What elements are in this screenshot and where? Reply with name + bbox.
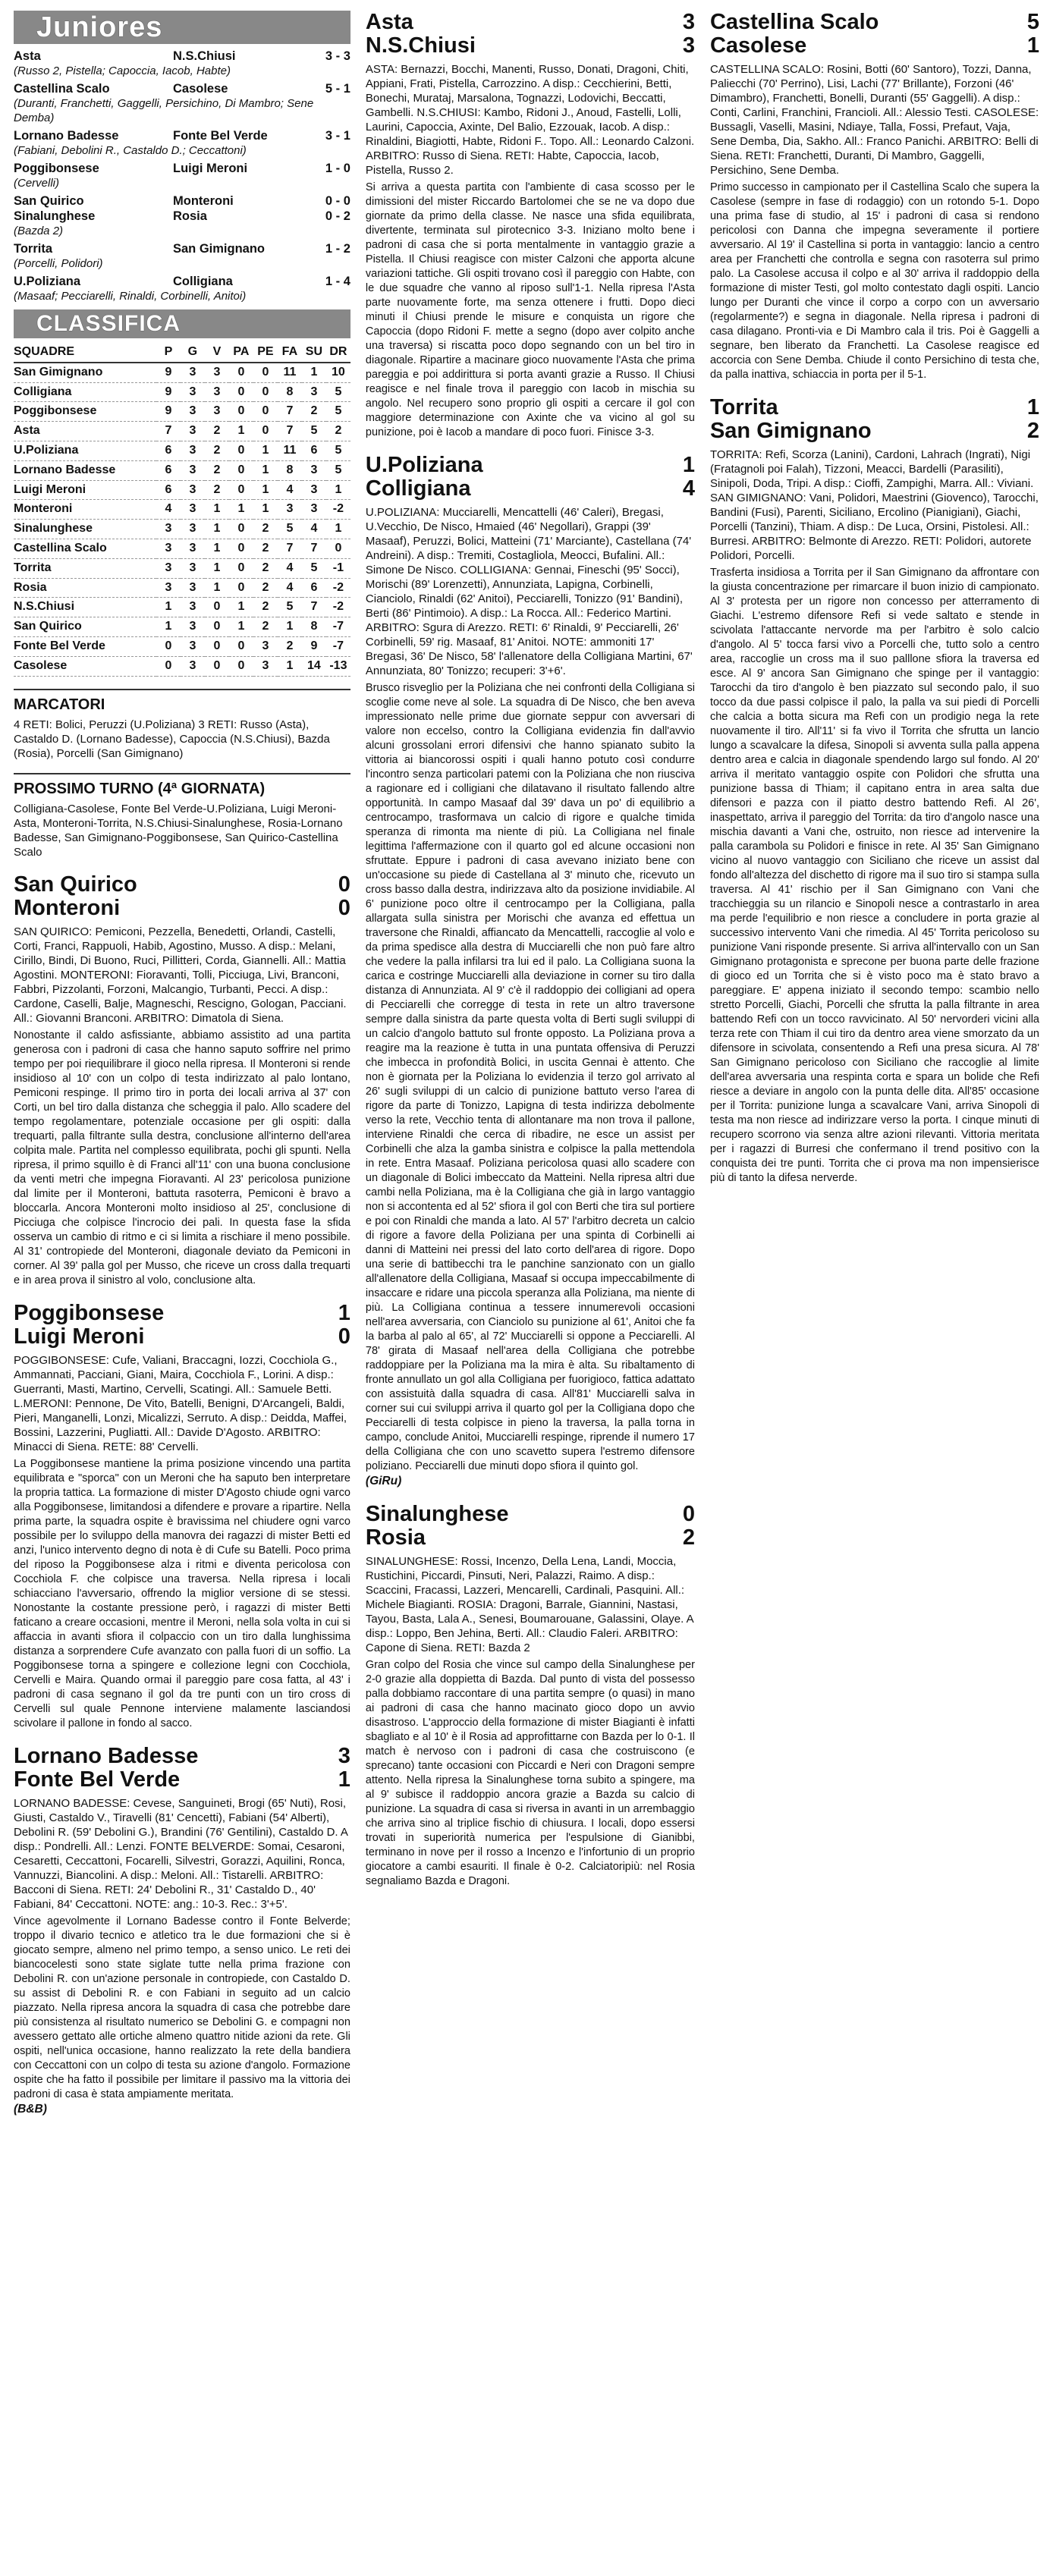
standings-cell: 0 bbox=[156, 636, 181, 656]
lineups: SINALUNGHESE: Rossi, Incenzo, Della Lena, Landi, Moccia, Rustichini, Piccardi, Pinsuti, Neri, Palazzi, Raimo. A disp.: Scaccini, Fracassi, Lazzeri, Mencarelli, Cardinali, Pasquini. All.: Michele Biagianti. ROSIA: Dragoni, Barrale, Giannini, Nastasi, Tayou, Basta, Lala A., Senesi, Boumarouane, Galassini, Olaye. A disp.: Loppo, Ben Jehina, Berti. All.: Claudio Faleri. ARBITRO: Capone di Siena. RETI: Bazda 2 bbox=[365, 1555, 693, 1655]
standings-cell: 3 bbox=[181, 441, 205, 460]
home-team: Torrita bbox=[709, 395, 778, 419]
standings-cell: Lornano Badesse bbox=[14, 460, 156, 480]
standings-row bbox=[14, 422, 350, 441]
standings-cell: 2 bbox=[205, 422, 229, 441]
standings-cell: 4 bbox=[278, 578, 302, 598]
standings-cell: 3 bbox=[302, 382, 326, 402]
article-poliziana bbox=[366, 454, 695, 1489]
standings-cell: 4 bbox=[278, 558, 302, 578]
standings-cell: 4 bbox=[278, 480, 302, 500]
standings-cell: 1 bbox=[205, 578, 229, 598]
standings-col-header: P bbox=[156, 343, 181, 363]
standings-cell: 2 bbox=[326, 422, 350, 441]
standings-cell: 6 bbox=[156, 480, 181, 500]
standings-cell: Monteroni bbox=[14, 500, 156, 520]
standings-cell: 5 bbox=[326, 402, 350, 422]
standings-cell: Sinalunghese bbox=[14, 520, 156, 539]
standings-row bbox=[14, 656, 350, 676]
standings-cell: 0 bbox=[253, 402, 278, 422]
standings-cell: 0 bbox=[229, 382, 253, 402]
standings-cell: 3 bbox=[302, 480, 326, 500]
match-title-home bbox=[14, 1302, 350, 1325]
result-away: Fonte Bel Verde bbox=[173, 129, 268, 143]
standings-cell: 2 bbox=[253, 539, 278, 558]
match-title-home bbox=[710, 11, 1039, 34]
standings-row bbox=[14, 636, 350, 656]
result-home: Poggibonsese bbox=[14, 162, 99, 175]
article-signature: (B&B) bbox=[14, 2102, 47, 2116]
standings-cell: 3 bbox=[181, 617, 205, 637]
standings-cell: 1 bbox=[229, 598, 253, 617]
standings-cell: 3 bbox=[181, 382, 205, 402]
standings-cell: 5 bbox=[326, 382, 350, 402]
home-team: Castellina Scalo bbox=[709, 11, 879, 34]
result-scorers: (Fabiani, Debolini R., Castaldo D.; Ceccattoni) bbox=[14, 144, 247, 157]
standings-table bbox=[14, 343, 350, 677]
result-row bbox=[14, 241, 350, 256]
standings-cell: 2 bbox=[253, 617, 278, 637]
standings-cell: 1 bbox=[205, 520, 229, 539]
standings-row bbox=[14, 441, 350, 460]
standings-cell: 0 bbox=[253, 382, 278, 402]
match-title-away bbox=[14, 897, 350, 920]
standings-cell: 6 bbox=[302, 441, 326, 460]
standings-col-header: V bbox=[205, 343, 229, 363]
article-signature: (GiRu) bbox=[365, 1475, 402, 1487]
article-torrita bbox=[710, 396, 1039, 1186]
standings-cell: Asta bbox=[14, 422, 156, 441]
home-team: Poggibonsese bbox=[14, 1300, 165, 1325]
standings-cell: 3 bbox=[156, 539, 181, 558]
home-score: 5 bbox=[1026, 11, 1039, 34]
result-away: Luigi Meroni bbox=[173, 162, 248, 175]
article-body: Trasferta insidiosa a Torrita per il San Gimignano da affrontare con la giusta concentrazione per rimarcare il buon inizio di campionato. Al 3' protesta per un rigore non concesso per atterramento di Giachi. L'estremo difensore Refi si vede saltato e stende in scivolata l'attaccante nervorde ma per l'arbitro è solo calcio d'angolo. Al 5' tocca farsi vivo a Porcelli che, tutto solo a centro area, raccoglie un cross ma il suo palllone sfiora la traversa ed esce. Al 9' ancora San Gimignano che spinge per il vantaggio: Tarocchi da tiro d'angolo è ben piazzato sul secondo palo, il suo tocco da due passi colpisce il palo, la palla va sui piedi di Porcelli che calcia a botta sicura ma Refi con un prodigio nega la rete nuovamente il tiro. All'11' si fa vivo il Torrita che sfrutta un lancio lungo a scavalcare la difesa, Sinopoli si avventa sulla palla appena dentro area e calcia in diagonale spendendo largo sul fondo. Al 20' arriva il meritato vantaggio ospite con Polidori che sfrutta una punizione bassa di Thiam; il capitano entra in area salta due difensori e pazza con il piatto destro battendo Refi. Al 26', inaspettato, arriva il pareggio del Torrita: da tiro d'angolo nasce una mischia davanti a Vani che, ostruito, non riesce ad intervenire la palla carambola su Polidori e finisce in rete. Al 35' San Gimignano vicino al nuovo vantaggio con Siciliano che riceve un assist dal fondo all'altezza del dischetto di rigore ma il suo tiro si stampa sulla traversa. Al 41' rischio per il San Gimignano con Vani che tracchieggia su un rilancio e Sinopoli nesce a contrastarlo in area ma perde l'equilibrio e non riesce a concludere in porta grazie al successivo intervento Vani che rimedia. Al 45' Torrita pericoloso su punizione Vani risponde presente. Si arriva all'intervallo con un San Gimignano protagonista e sprecone per buona parte delle frazione di gioco ed un Torrita che si è visto poco ma è stato bravo a pareggiare. E' appena iniziato il secondo tempo: scambio nello stretto Porcelli, Giachi, Porcelli che sfrutta la palla filtrante in area battendo Refi con un tocco ravvicinato. Al 50' nervorderi vicini alla terza rete con Thiam il cui tiro da dentro area viene smorzato da un difensore in scivolata, consentendo a Refi una presa sicura. Al 78' San Gimignano pericoloso con Siciliano che raccoglie al limite dell'area avversaria una respinta corta e spara un bolide che Refi riesce a deviare in angolo con la punta delle dita. All'85' occasione per il Torrita: punizione lunga a scavalcare Vani, arriva Sinopoli di testa ma non riesce ad indirizzare verso la porta. I cinque minuti di recupero scorrono via senza altre azioni rilevanti. Vittoria meritata per i ragazzi di Burresi che confermano il trend positivo con la conquista dei tre punti. Torrita che ci prova ma non impensierisce più di tanto la difesa nerverde. bbox=[709, 567, 1039, 1184]
standings-cell: 3 bbox=[181, 636, 205, 656]
standings-cell: 6 bbox=[156, 460, 181, 480]
standings-cell: 3 bbox=[156, 558, 181, 578]
standings-cell: 11 bbox=[278, 363, 302, 382]
lineups: ASTA: Bernazzi, Bocchi, Manenti, Russo, Donati, Dragoni, Chiti, Appiani, Frati, Pistella, Carrozzino. A disp.: Cecchierini, Betti, Bonechi, Murataj, Marsalona, Tognazzi, Lodovichi, Beccatti, Gambelli. N.S.CHIUSI: Kambo, Ridoni J., Anoud, Fastelli, Lolli, Laurini, Capoccia, Axinte, Del Balio, Ezzouak, Iacob. A disp.: Rinaldini, Biagiotti, Habte, Ridoni F.. Topo. All.: Leonardo Calzoni. ARBITRO: Russo di Siena. RETI: Habte, Capoccia, Iacob, Pistella, Russo 2. bbox=[365, 63, 695, 177]
standings-cell: 1 bbox=[205, 558, 229, 578]
standings-cell: Colligiana bbox=[14, 382, 156, 402]
standings-cell: 2 bbox=[278, 636, 302, 656]
standings-cell: 9 bbox=[302, 636, 326, 656]
standings-cell: 2 bbox=[253, 578, 278, 598]
standings-cell: 5 bbox=[278, 598, 302, 617]
standings-row bbox=[14, 520, 350, 539]
standings-cell: 9 bbox=[156, 402, 181, 422]
standings-cell: 3 bbox=[302, 500, 326, 520]
standings-row bbox=[14, 598, 350, 617]
article-poggibonsese bbox=[14, 1302, 350, 1731]
article-sinalunghese bbox=[366, 1503, 695, 1889]
standings-col-header: PA bbox=[229, 343, 253, 363]
match-title-home bbox=[710, 396, 1039, 419]
standings-cell: Fonte Bel Verde bbox=[14, 636, 156, 656]
away-score: 3 bbox=[682, 33, 695, 58]
result-home: Castellina Scalo bbox=[14, 82, 110, 96]
standings-cell: 2 bbox=[302, 402, 326, 422]
standings-cell: 3 bbox=[181, 460, 205, 480]
result-row bbox=[14, 128, 350, 143]
result-scorers: (Cervelli) bbox=[14, 177, 59, 190]
standings-cell: 1 bbox=[278, 656, 302, 676]
article-body: Nonostante il caldo asfissiante, abbiamo assistito ad una partita generosa con i padroni di casa che hanno saputo soffrire nel primo tempo per poi riequilibrare il gioco nella ripresa. Il Monteroni si rende insidioso al 10' con un colpo di testa indirizzato al palo lontano, Pemiconi respinge. Il primo tiro in porta dei locali arriva al 37' con Corti, un bel tiro dalla distanza che scheggia il palo. Allo scadere del tempo regolamentare, potenziale occasione per gli ospiti: dalla trequarti, palla filtrante sulla destra, conclusione all'interno dell'area colpita male. Partita nel complesso equilibrata, pochi gli spunti. Nella ripresa, il primo squillo è di Franci all'11' con una buona conclusione da venti metri che impegna Fioravanti. Al 23' pericolosa punizione dal limite per il Monteroni, battuta rasoterra, Pemiconi è bravo a bloccarla. Ancora Monteroni molto insidioso al 25', conclusione di Picciuga che colpisce l'incrocio dei pali. In questa fase la sfida osserva un cambio di ritmo e ci si limita a rischiare il meno possibile. Al 31' contropiede del Monteroni, diagonale deviato da Pemiconi in corner. Al 39' palla gol per Musso, che riceve un cross dalla trequarti e in area prova il sinistro al volo, conclusione alta. bbox=[14, 1029, 350, 1286]
result-score: 5 - 1 bbox=[325, 82, 350, 96]
standings-cell: 1 bbox=[253, 441, 278, 460]
result-home: Asta bbox=[14, 49, 41, 63]
standings-cell: San Gimignano bbox=[14, 363, 156, 382]
standings-cell: 0 bbox=[229, 460, 253, 480]
match-title-away bbox=[366, 1526, 695, 1550]
standings-cell: 0 bbox=[229, 558, 253, 578]
article-castellina bbox=[710, 11, 1039, 382]
standings-cell: 5 bbox=[302, 422, 326, 441]
standings-cell: 1 bbox=[229, 500, 253, 520]
standings-cell: 3 bbox=[156, 520, 181, 539]
standings-cell: 5 bbox=[302, 558, 326, 578]
standings-cell: 7 bbox=[278, 539, 302, 558]
lineups: SAN QUIRICO: Pemiconi, Pezzella, Benedetti, Orlandi, Castelli, Corti, Franci, Rappuoli, Habib, Agostino, Musso. A disp.: Melani, Cirillo, Bindi, Di Buono, Ruci, Pillitteri, Corda, Giannelli. All.: Mattia Agostini. MONTERONI: Fioravanti, Tolli, Picciuga, Livi, Branconi, Fabbri, Pizzolanti, Forzoni, Malcangio, Turbanti, Pecci. A disp.: Cardone, Caselli, Balje, Magneschi, Rescigno, Gologan, Pacciani. All.: Giovanni Branconi. ARBITRO: Dimatola di Siena. bbox=[14, 925, 347, 1025]
standings-cell: 0 bbox=[253, 422, 278, 441]
standings-cell: 9 bbox=[156, 363, 181, 382]
result-scorers: (Masaaf; Pecciarelli, Rinaldi, Corbinelli, Anitoi) bbox=[14, 290, 247, 303]
juniores-header: Juniores bbox=[14, 11, 350, 44]
standings-cell: 3 bbox=[278, 500, 302, 520]
standings-cell: 0 bbox=[229, 363, 253, 382]
away-score: 1 bbox=[338, 1767, 350, 1792]
standings-cell: 2 bbox=[253, 558, 278, 578]
standings-cell: Castellina Scalo bbox=[14, 539, 156, 558]
results-list bbox=[14, 49, 350, 303]
standings-cell: 7 bbox=[278, 422, 302, 441]
result-away: San Gimignano bbox=[173, 242, 266, 256]
article-body: Vince agevolmente il Lornano Badesse contro il Fonte Belverde; troppo il divario tecnico e atletico tra le due formazioni che si è giocato sempre, almeno nel primo tempo, a senso unico. Le reti dei biancocelesti sono state siglate tutte nella prima frazione con Debolini R. con un'azione personale in contropiede, con Castaldo D. su assist di Debolini R. e con Fabiani in seguito ad un calcio piazzato. Nella ripresa ancora la squadra di casa che potrebbe dare più consistenza al risultato numerico se Debolini G. e compagni non avessero gettato alle ortiche almeno quattro nitide azioni da rete. Gli ospiti, nell'unica occasione, hanno realizzato la rete della bandiera con Ceccattoni con un colpo di testa su azione d'angolo. Formazione ospite che ha fatto il possibile per limitare il passivo ma la vittoria dei padroni di casa è stata ampiamente meritata. bbox=[14, 1915, 350, 2100]
away-team: Casolese bbox=[709, 33, 807, 58]
standings-col-header: SQUADRE bbox=[14, 343, 156, 363]
away-team: N.S.Chiusi bbox=[365, 33, 476, 58]
standings-cell: 1 bbox=[205, 539, 229, 558]
result-score: 1 - 4 bbox=[325, 275, 350, 288]
match-title-away bbox=[710, 34, 1039, 58]
article-sanquirico bbox=[14, 873, 350, 1288]
result-home: Sinalunghese bbox=[14, 209, 96, 223]
standings-cell: -1 bbox=[326, 558, 350, 578]
away-team: Monteroni bbox=[14, 895, 121, 920]
standings-cell: 3 bbox=[181, 480, 205, 500]
standings-cell: 1 bbox=[229, 617, 253, 637]
lineups: U.POLIZIANA: Mucciarelli, Mencattelli (46' Caleri), Bregasi, U.Vecchio, De Nisco, Hmaied (46' Negollari), Grappi (39' Masaaf), Peruzzi, Bolici, Matteini (71' Marciante), Castellana (74' Andreini). A disp.: Tremiti, Costagliola, Meocci, Bufalini. All.: Simone De Nisco. COLLIGIANA: Gennai, Fineschi (95' Socci), Morischi (89' Lorenzetti), Annunziata, Lapigna, Corbinelli, Cianciolo, Rinaldi (62' Anitoi), Pecciarelli, Tonizzo (91' Bandini), Berti (86' Pintimoio). A disp.: La Rocca. All.: Federico Martini. ARBITRO: Sgura di Arezzo. RETI: 6' Rinaldi, 9' Pecciarelli, 26' Corbinelli, 59' rig. Masaaf, 81' Anitoi. NOTE: ammoniti 17' Bregasi, 36' De Nisco, 58' l'allenatore della Colligiana Martini, 67' Annunziata, 80' Tonizzo; recuperi: 3'+6'. bbox=[365, 506, 693, 677]
result-home: Lornano Badesse bbox=[14, 129, 119, 143]
standings-cell: U.Poliziana bbox=[14, 441, 156, 460]
standings-cell: 3 bbox=[205, 363, 229, 382]
lineups: LORNANO BADESSE: Cevese, Sanguineti, Brogi (65' Nuti), Rosi, Giusti, Castaldo V., Tiravelli (81' Cencetti), Fabiani (54' Alberti), Debolini R. (59' Debolini G.), Brandini (76' Gentilini), Castaldo D. A disp.: Pondrelli. All.: Lenzi. FONTE BELVERDE: Somai, Cesaroni, Cesaretti, Ceccattoni, Focarelli, Silvestri, Gorazzi, Aquilini, Ronca, Vannuzzi, Biancolini. A disp.: Meloni. All.: Tistarelli. ARBITRO: Bacconi di Siena. RETI: 24' Debolini R., 31' Castaldo D., 40' Fabiani, 84' Ceccattoni. NOTE: ang.: 10-3. Rec.: 3'+5'. bbox=[14, 1796, 348, 1911]
result-away: Casolese bbox=[173, 82, 228, 96]
article-asta bbox=[366, 11, 695, 440]
article-body: Primo successo in campionato per il Castellina Scalo che supera la Casolese (sempre in fase di rodaggio) con un rotondo 5-1. Dopo una prima fase di studio, al 15' i padroni di casa si rendono pericolosi con Danna che impegna severamente il portiere avversario. Al 19' il Castellina si porta in vantaggio: lancio a centro area per Franchetti che controlla e segna con rasoterra sul primo palo. La Casolese accusa il colpo e al 30' arriva il raddoppio della formazione di mister Testi, gol molto contestato dagli ospiti. Lancio lungo per Duranti che vince il corpo a corpo con un avversario (regolarmente?) e segna in diagonale. Nella ripresa i padroni di casa dilagano. Pronti-via e Di Mambro cala il tris. Poi è Gaggelli a segnare, ben liberato da Franchetti. La Casolese reagisce ed accorcia con Sene Demba. Chiude il conto Persichino di testa che, da palla inattiva, schiaccia in porta per il 5-1. bbox=[709, 181, 1039, 381]
standings-cell: 6 bbox=[302, 578, 326, 598]
standings-cell: Rosia bbox=[14, 578, 156, 598]
standings-row bbox=[14, 460, 350, 480]
home-team: Sinalunghese bbox=[365, 1502, 509, 1527]
standings-cell: -2 bbox=[326, 598, 350, 617]
result-scorers: (Bazda 2) bbox=[14, 225, 64, 237]
standings-cell: -13 bbox=[326, 656, 350, 676]
away-score: 2 bbox=[1026, 419, 1039, 443]
standings-cell: 6 bbox=[156, 441, 181, 460]
standings-cell: 8 bbox=[302, 617, 326, 637]
home-score: 1 bbox=[338, 1300, 350, 1325]
standings-cell: 3 bbox=[181, 656, 205, 676]
match-title-away bbox=[366, 34, 695, 58]
standings-row bbox=[14, 382, 350, 402]
result-row bbox=[14, 274, 350, 289]
article-lornano bbox=[14, 1745, 350, 2117]
standings-cell: 7 bbox=[302, 539, 326, 558]
result-row bbox=[14, 209, 350, 224]
match-title-away bbox=[14, 1768, 350, 1792]
result-row bbox=[14, 161, 350, 176]
standings-cell: 4 bbox=[156, 500, 181, 520]
standings-cell: 7 bbox=[302, 598, 326, 617]
classifica-header: CLASSIFICA bbox=[14, 309, 350, 338]
marcatori-text: 4 RETI: Bolici, Peruzzi (U.Poliziana) 3 RETI: Russo (Asta), Castaldo D. (Lornano Badesse), Capoccia (N.S.Chiusi), Bazda (Rosia), Porcelli (San Gimignano) bbox=[14, 718, 330, 760]
standings-row bbox=[14, 480, 350, 500]
home-score: 0 bbox=[682, 1502, 695, 1527]
home-score: 3 bbox=[682, 11, 695, 34]
standings-col-header: FA bbox=[278, 343, 302, 363]
standings-cell: 1 bbox=[253, 480, 278, 500]
standings-cell: 2 bbox=[205, 441, 229, 460]
standings-row bbox=[14, 558, 350, 578]
result-away: Rosia bbox=[173, 209, 207, 223]
standings-cell: Luigi Meroni bbox=[14, 480, 156, 500]
standings-cell: 0 bbox=[205, 656, 229, 676]
standings-row bbox=[14, 539, 350, 558]
home-score: 3 bbox=[338, 1743, 350, 1768]
result-away: Monteroni bbox=[173, 194, 234, 208]
standings-col-header: G bbox=[181, 343, 205, 363]
result-score: 0 - 2 bbox=[325, 209, 350, 223]
standings-cell: 4 bbox=[302, 520, 326, 539]
standings-cell: 0 bbox=[229, 441, 253, 460]
result-scorers: (Duranti, Franchetti, Gaggelli, Persichino, Di Mambro; Sene Demba) bbox=[14, 97, 314, 124]
standings-cell: 0 bbox=[326, 539, 350, 558]
standings-cell: N.S.Chiusi bbox=[14, 598, 156, 617]
standings-header-row bbox=[14, 343, 350, 363]
standings-cell: 3 bbox=[156, 578, 181, 598]
standings-cell: 1 bbox=[253, 500, 278, 520]
result-score: 3 - 3 bbox=[325, 49, 350, 63]
match-title-away bbox=[366, 477, 695, 501]
standings-cell: 3 bbox=[205, 402, 229, 422]
standings-cell: Poggibonsese bbox=[14, 402, 156, 422]
standings-cell: 3 bbox=[181, 520, 205, 539]
standings-cell: -7 bbox=[326, 617, 350, 637]
standings-cell: 0 bbox=[229, 539, 253, 558]
standings-cell: 3 bbox=[253, 636, 278, 656]
standings-row bbox=[14, 617, 350, 637]
match-title-home bbox=[366, 1503, 695, 1526]
home-score: 1 bbox=[1026, 395, 1039, 419]
marcatori-title: MARCATORI bbox=[14, 689, 350, 715]
prossimo-turno-title: PROSSIMO TURNO (4ª GIORNATA) bbox=[14, 773, 350, 799]
away-team: Luigi Meroni bbox=[14, 1324, 145, 1349]
standings-cell: 1 bbox=[156, 598, 181, 617]
standings-cell: 2 bbox=[205, 480, 229, 500]
standings-cell: 1 bbox=[302, 363, 326, 382]
result-home: Torrita bbox=[14, 242, 53, 256]
standings-cell: 10 bbox=[326, 363, 350, 382]
result-row bbox=[14, 49, 350, 64]
result-score: 0 - 0 bbox=[325, 194, 350, 208]
article-body: Si arriva a questa partita con l'ambiente di casa scosso per le dimissioni del mister Riccardo Bartolomei che se ne va dopo due giornate da primo della classe. Ne nasce una sfida equilibrata, divertente, terminata sul pirotecnico 3-3. Iniziano molto bene i padroni di casa che si porta mentalmente in vantaggio grazie a Pistella. Il Chiusi reagisce con mister Calzoni che apporta alcune variazioni tattiche. Gli ospiti trovano così il pareggio con Habte, con le due squadre che vanno al riposo sull'1-1. Nella ripresa l'Asta parte nuovamente forte, ma senza ottenere i frutti. Dopo dieci minuti il Chiusi prende le misure e conquista un rigore che Capoccia (dopo Ridoni F. mette a segno (dopo aver colpito anche una traversa) si riscatta poco dopo segnando con un bel tiro in diagonale. Ripartire a macinare gioco nuovamente l'Asta che prima pareggia e poi addirittura si porta avanti grazie a Russo. Il Chiusi reagisce e nel finale trova il pareggio con Iacob in mischia su angolo. Nel recupero sono proprio gli ospiti a cercare il gol con maggiore determinazione con Axinte che va vicino al gol su punizione, poi è Iacob a mandare di poco fuori. Finisce 3-3. bbox=[365, 181, 695, 438]
away-score: 4 bbox=[682, 476, 695, 501]
standings-cell: -7 bbox=[326, 636, 350, 656]
standings-cell: 1 bbox=[205, 500, 229, 520]
standings-cell: 2 bbox=[253, 520, 278, 539]
standings-cell: 3 bbox=[181, 500, 205, 520]
standings-col-header: PE bbox=[253, 343, 278, 363]
column-left bbox=[14, 11, 350, 2567]
article-body: Gran colpo del Rosia che vince sul campo della Sinalunghese per 2-0 grazie alla doppietta di Bazda. Dal punto di vista del possesso palla dobbiamo raccontare di una partita sempre (o quasi) in mano ai padroni di casa che hanno macinato gioco dopo un avvio disastroso. L'approccio della formazione di mister Biagianti è infatti sbagliato e al 10' è il Rosia ad approfittarne con Bazda per lo 0-1. Il match è nervoso con i padroni di casa che costruiscono (e sprecano) tante occasioni con Piccardi e Neri con Dragoni sempre attento. Nella ripresa la Sinalunghese torna subito a spingere, ma al 9' subisce il raddoppio ancora grazie a Bazda su calcio di punizione. La squadra di casa si riversa in avanti in un arrembaggio che arriva sino al triplice fischio di chiusura. I locali, dopo essersi trovati in superiorità numerica per l'espulsione di Gianibbi, terminano in nove per il rosso a Incenzo e l'infortunio di un proprio giocatore a cambi esauriti. Il finale è 0-2. Calciatoripiù: nel Rosia segnaliamo Bazda e Dragoni. bbox=[365, 1659, 695, 1888]
standings-cell: 2 bbox=[253, 598, 278, 617]
match-title-home bbox=[366, 11, 695, 34]
away-team: Fonte Bel Verde bbox=[14, 1767, 181, 1792]
standings-cell: 0 bbox=[229, 578, 253, 598]
standings-cell: 3 bbox=[181, 558, 205, 578]
standings-cell: 14 bbox=[302, 656, 326, 676]
standings-cell: 3 bbox=[181, 363, 205, 382]
standings-cell: 0 bbox=[205, 598, 229, 617]
standings-cell: 1 bbox=[156, 617, 181, 637]
standings-row bbox=[14, 500, 350, 520]
standings-cell: 3 bbox=[181, 539, 205, 558]
home-team: San Quirico bbox=[14, 872, 137, 897]
standings-cell: 0 bbox=[229, 402, 253, 422]
standings-cell: -2 bbox=[326, 578, 350, 598]
standings-cell: 11 bbox=[278, 441, 302, 460]
result-scorers: (Russo 2, Pistella; Capoccia, Iacob, Habte) bbox=[14, 64, 231, 77]
away-score: 2 bbox=[682, 1525, 695, 1550]
home-score: 0 bbox=[338, 872, 350, 897]
result-home: San Quirico bbox=[14, 194, 84, 208]
standings-cell: 0 bbox=[229, 636, 253, 656]
standings-cell: 3 bbox=[181, 402, 205, 422]
away-team: San Gimignano bbox=[709, 419, 872, 443]
away-score: 1 bbox=[1026, 33, 1039, 58]
standings-cell: 5 bbox=[326, 460, 350, 480]
standings-col-header: SU bbox=[302, 343, 326, 363]
article-body: La Poggibonsese mantiene la prima posizione vincendo una partita equilibrata e "sporca" con un Meroni che ha saputo ben interpretare la propria tattica. La formazione di mister D'Agosto chiude ogni varco alla Poggibonsese, limitandosi a difendere e provare a ripartire. Nella prima parte, la squadra ospite è bravissima nel chiudere ogni varco possibile per lo sviluppo della manovra dei ragazzi di mister Betti ed anzi, l'unico intervento degno di nota è di Cufe su Batelli. Poco prima del riposo la Poggibonsese alza i ritmi e diventa pericolosa con Cocchiola F. che colpisce una traversa. Nella ripresa i locali schiacciano l'avversario, offrendo la miglior versione di se stessi. Nonostante la costante pressione però, i ragazzi di mister Betti faticano a creare occasioni, mentre il Meroni, nella sola volta in cui si affaccia in avanti sfiora il colpaccio con un tiro dalla lunghissima distanza a sorprendere Cufe avanzato con palla fuori di un soffio. La Poggibonsese torna a spingere e collezione legni con Cocchiola, Cervelli e Maira. Quando ormai il pareggio pare cosa fatta, al 43' i padroni di casa segnano il gol da tre punti con un tiro cross di Cervelli sul quale Pennone interviene malamente lasciandosi scivolare il pallone in fondo al sacco. bbox=[14, 1457, 350, 1729]
match-title-home bbox=[366, 454, 695, 477]
standings-cell: 1 bbox=[278, 617, 302, 637]
standings-cell: 2 bbox=[205, 460, 229, 480]
standings-cell: 3 bbox=[181, 598, 205, 617]
column-middle bbox=[366, 11, 695, 2567]
away-score: 0 bbox=[338, 1324, 350, 1349]
result-row bbox=[14, 193, 350, 209]
home-team: U.Poliziana bbox=[365, 453, 483, 477]
standings-cell: -2 bbox=[326, 500, 350, 520]
standings-cell: 8 bbox=[278, 460, 302, 480]
result-score: 3 - 1 bbox=[325, 129, 350, 143]
result-score: 1 - 2 bbox=[325, 242, 350, 256]
standings-cell: 0 bbox=[156, 656, 181, 676]
result-away: Colligiana bbox=[173, 275, 233, 288]
match-title-away bbox=[14, 1325, 350, 1349]
standings-row bbox=[14, 402, 350, 422]
result-home: U.Poliziana bbox=[14, 275, 81, 288]
standings-cell: 3 bbox=[181, 578, 205, 598]
standings-cell: 7 bbox=[278, 402, 302, 422]
standings-cell: 3 bbox=[302, 460, 326, 480]
standings-cell: 1 bbox=[229, 422, 253, 441]
standings-row bbox=[14, 363, 350, 382]
standings-cell: 0 bbox=[229, 656, 253, 676]
lineups: TORRITA: Refi, Scorza (Lanini), Cardoni, Lahrach (Ingrati), Nigi (Fratagnoli poi Falah), Tizzoni, Meacci, Bardelli (Parasiliti), Sinipoli, Doda, Tripi. A disp.: Cioffi, Zampighi, Marra. All.: Viviani. SAN GIMIGNANO: Vani, Polidori, Maestrini (Giovenco), Tarocchi, Bandini (Fusi), Parenti, Siciliano, Ercolino (Pianigiani), Giachi, Porcelli (Tanzini), Thiam. A disp.: De Luca, Orsini, Pistolesi. All.: Burresi. ARBITRO: Belmonte di Arezzo. RETI: Polidori, autorete Polidori, Porcelli. bbox=[709, 448, 1039, 562]
standings-col-header: DR bbox=[326, 343, 350, 363]
standings-cell: 0 bbox=[229, 480, 253, 500]
prossimo-turno-text: Colligiana-Casolese, Fonte Bel Verde-U.Poliziana, Luigi Meroni-Asta, Monteroni-Torrita, N.S.Chiusi-Sinalunghese, Rosia-Lornano Badesse, San Gimignano-Poggibonsese, San Quirico-Castellina Scalo bbox=[14, 802, 343, 859]
column-right bbox=[710, 11, 1039, 2567]
result-scorers: (Porcelli, Polidori) bbox=[14, 257, 103, 270]
standings-cell: 0 bbox=[253, 363, 278, 382]
away-team: Colligiana bbox=[365, 476, 471, 501]
home-team: Lornano Badesse bbox=[14, 1743, 199, 1768]
lineups: POGGIBONSESE: Cufe, Valiani, Braccagni, Iozzi, Cocchiola G., Ammannati, Pacciani, Giani, Maira, Cocchiola F., Lorini. A disp.: Guerranti, Masti, Martino, Cervelli, Scatingi. All.: Samuele Betti. L.MERONI: Pennone, De Vito, Batelli, Benigni, D'Arcangeli, Baldi, Pieri, Manganelli, Lonzi, Micalizzi, Serruto. A disp.: Deidda, Maffei, Bossini, Lazzerini, Pugliatti. All.: Davide D'Agosto. ARBITRO: Minacci di Siena. RETE: 88' Cervelli. bbox=[14, 1353, 347, 1453]
away-team: Rosia bbox=[365, 1525, 426, 1550]
match-title-away bbox=[710, 419, 1039, 443]
result-score: 1 - 0 bbox=[325, 162, 350, 175]
match-title-home bbox=[14, 1745, 350, 1768]
standings-cell: 3 bbox=[253, 656, 278, 676]
standings-cell: 1 bbox=[326, 520, 350, 539]
standings-cell: 3 bbox=[205, 382, 229, 402]
result-row bbox=[14, 81, 350, 96]
standings-cell: 5 bbox=[326, 441, 350, 460]
standings-cell: Torrita bbox=[14, 558, 156, 578]
standings-cell: 1 bbox=[253, 460, 278, 480]
home-score: 1 bbox=[682, 453, 695, 477]
lineups: CASTELLINA SCALO: Rosini, Botti (60' Santoro), Tozzi, Danna, Paliecchi (70' Perrino), Lisi, Lachi (77' Brillante), Forzoni (46' Dimambro), Franchetti, Bonelli, Duranti (55' Gaggelli). A disp.: Conti, Carlini, Franchini, Francioli. All.: Alessio Testi. CASOLESE: Bussagli, Vaselli, Masini, Ndiaye, Talla, Fossi, Prefaut, Vaja, Sene Demba, Dia, Sakho. All.: Franco Panichi. ARBITRO: Belli di Siena. RETI: Franchetti, Duranti, Di Mambro, Gaggelli, Persichino, Sene Demba. bbox=[709, 63, 1039, 177]
standings-cell: Casolese bbox=[14, 656, 156, 676]
standings-row bbox=[14, 578, 350, 598]
standings-cell: 5 bbox=[278, 520, 302, 539]
article-body: Brusco risveglio per la Poliziana che nei confronti della Colligiana si scoglie come neve al sole. La squadra di De Nisco, che ben aveva impressionato nelle prime due giornate seppur con avversari di valore non eccelso, contro la Colligiana evidenzia fin dall'avvio alcuni grossolani errori difensivi che hanno spianato subito la vittoria ai biancorossi ospiti i quali hanno potuto così condurre l'incontro senza particolari patemi con la Poliziana che non riusciva a ragionare ed i colligiani che dilatavano il risultato fallendo altre opportunità. In campo Masaaf dal 39' dava un po' di equilibrio a centrocampo, trasformava un calcio di rigore e qualche timida speranza di rimonta ma niente di più. La Colligiana nel finale legittima l'affermazione con il quarto gol ed alcune occasioni non sfruttate. Eppure i padroni di casa avevano iniziato bene con un'occasione su piede di Castellana al 3' minuto che, ricevuto un cross basso dalla destra, indirizzava alto da posizione invidiabile. Al 6' punizione poco oltre il centrocampo per la Colligiana, palla allargata sulla sinistra per Morischi che avanza ed effettua un traversone che Rinaldi, affiancato da Mencattelli, raccoglie al volo e da prima spedisce alla destra di Mucciarelli che non può fare altro che vedere la palla infilarsi tra lui ed il palo. La Colligiana suona la carica e costringe Mucciarelli alla deviazione in corner su tiro dalla distanza di Annunziata. Al 9' c'è il raddoppio dei colligiani ad opera di Pecciarelli che corregge di testa in rete un altro traversone sempre dalla sinistra da parte questa volta di Berti sugli sviluppi di un calcio d'angolo battuto sul fronte opposto. La Poliziana prova a reagire ma la reazione è tutta in una puntata offensiva di Peruzzi che imbecca in profondità Bolici, in uscita Gennai è attento. Che non è giornata per la Poliziana lo evidenzia il terzo gol arrivato al 26' sugli sviluppi di un calcio di punizione battuto verso l'area di rigore da parte di Tonizzo, Lapigna di testa indirizza debolmente verso la rete, Vecchio tenta di allontanare ma non trova il pallone, interviene Rinaldi che cerca di ribadire, ne esce un assist per Corbinelli che alza la gamba sinistra e colpisce la palla mettendola in rete. Entra Masaaf. Poliziana pericolosa quasi allo scadere con un diagonale di Bolici imbeccato da Matteini. Nella ripresa altri due cambi nella Poliziana, ma è la Colligiana che già in largo vantaggio non si accontenta ed al 52' sfiora il gol con Berti che tira sul portiere e poi con Rinaldi che manda a lato. Al 57' l'arbitro decreta un calcio di rigore a favore della Poliziana per una spinta di Corbinelli ai danni di Matteini nei pressi del lato corto dell'area di rigore. Dopo una serie di battibecchi tra le panchine sanzionato con un giallo all'allenatore della Colligiana, Masaaf si occupa impeccabilmente di insaccare e ridare una piccola speranza alla Poliziana, ma niente di più. La Colligiana continua a tessere innumerevoli occasioni nell'area avversaria, con Cianciolo su punizione al 61', Anitoi che fa la barba al palo al 65', al 72' Mucciarelli si oppone a Pecciarelli. Al 78' girata di Masaaf nell'area della Colligiana che potrebbe raddoppiare per la Poliziana ma la mira è alta. Su ribaltamento di fronte annullato un gol alla Colligiana per fuorigioco, fattica adattato con assistuità dalla squadra di casa. All'81' Mucciarelli salva in corner sui cui sviluppi arriva il quarto gol per la Colligiana dopo che Pecciarelli di testa colpisce in pieno la traversa, la palla torna in campo, conclude Anitoi, Mucciarelli respinge, riprende il numero 17 della Colligiana che con uno scavetto supera l'estremo difensore poliziano. Pecciarelli due minuti dopo sfiora il quinto gol. bbox=[365, 682, 695, 1472]
standings-cell: 7 bbox=[156, 422, 181, 441]
away-score: 0 bbox=[338, 895, 350, 920]
result-away: N.S.Chiusi bbox=[173, 49, 236, 63]
standings-cell: 0 bbox=[229, 520, 253, 539]
standings-cell: 0 bbox=[205, 617, 229, 637]
standings-cell: 0 bbox=[205, 636, 229, 656]
standings-cell: 1 bbox=[326, 480, 350, 500]
standings-cell: 8 bbox=[278, 382, 302, 402]
standings-cell: 9 bbox=[156, 382, 181, 402]
home-team: Asta bbox=[365, 11, 413, 34]
standings-cell: San Quirico bbox=[14, 617, 156, 637]
match-title-home bbox=[14, 873, 350, 897]
standings-cell: 3 bbox=[181, 422, 205, 441]
